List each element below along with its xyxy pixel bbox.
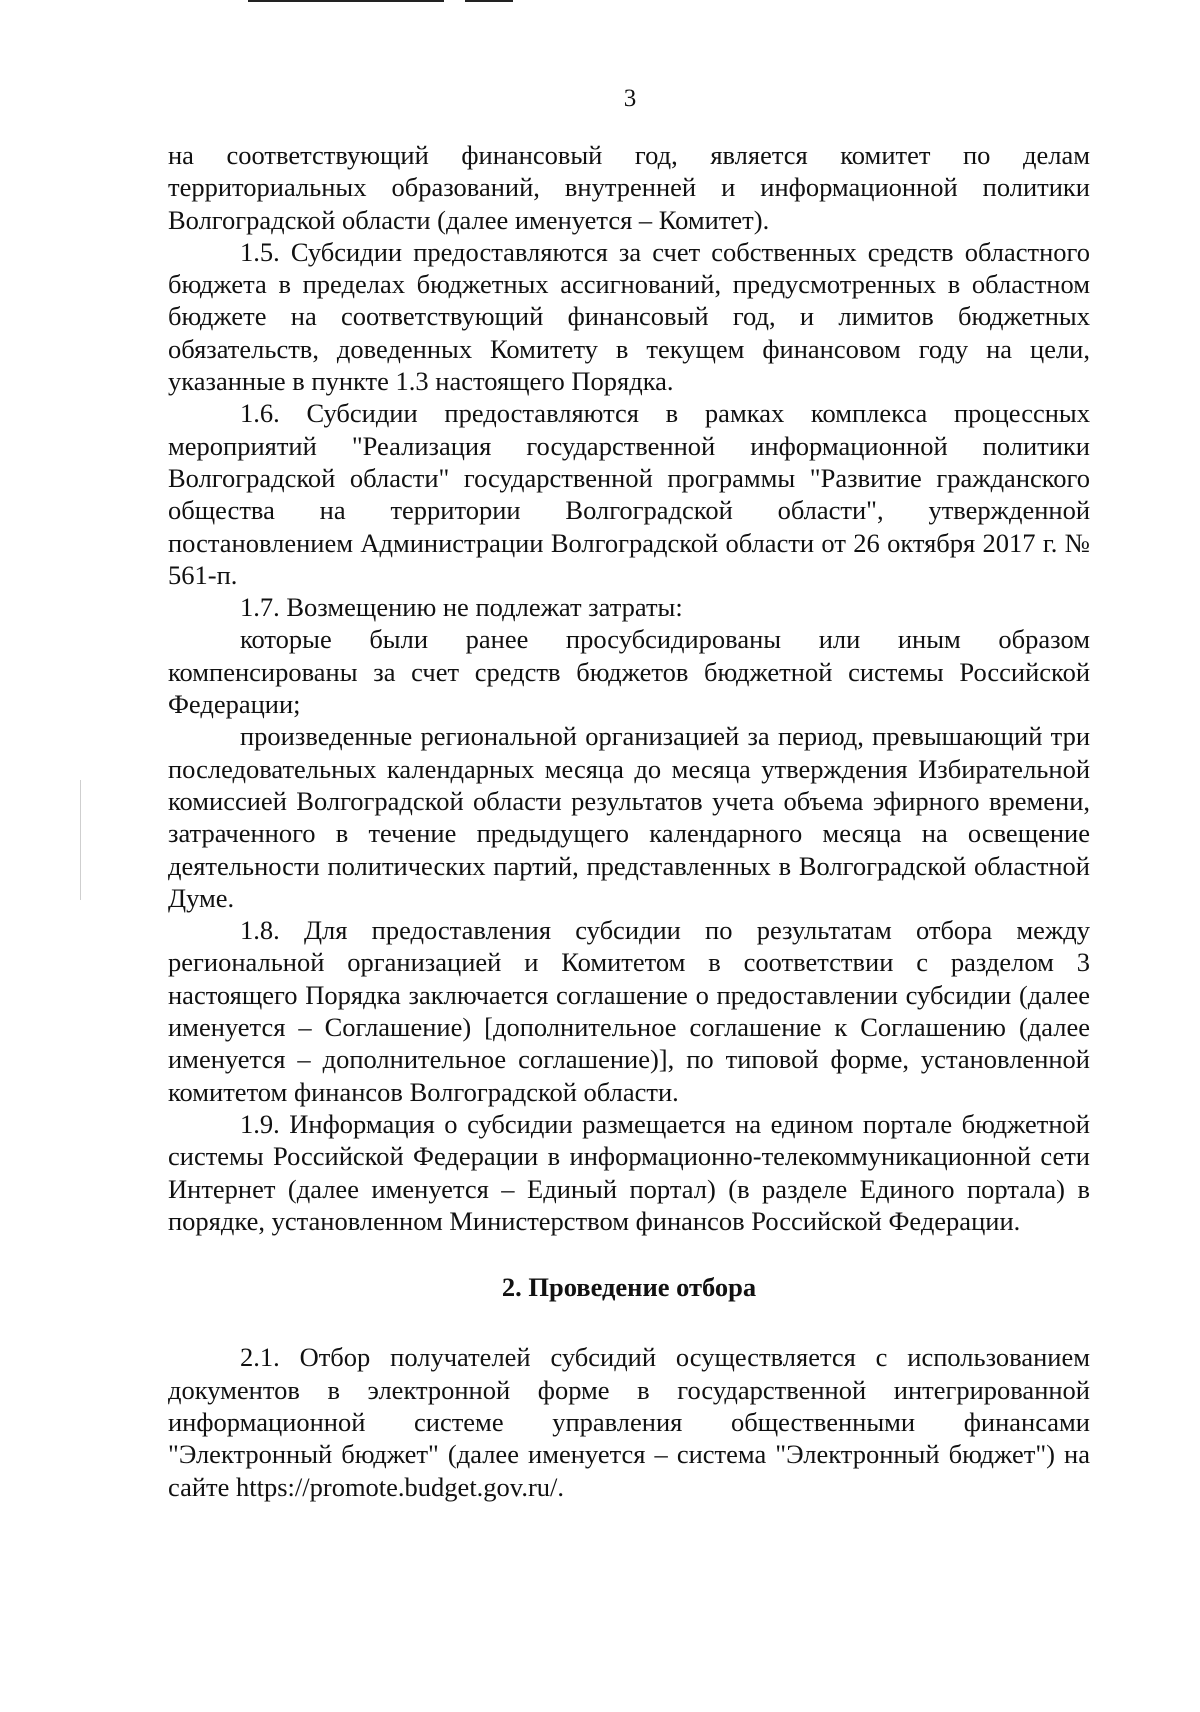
- page-number: 3: [623, 85, 637, 112]
- scan-edge-mark: [80, 780, 81, 900]
- paragraph-1-9: 1.9. Информация о субсидии размещается на едином портале бюджетной системы Российской Федерации в информационно-телекоммуникационной сети Интернет (далее именуется – Единый портал) (в разделе Единого портала) в порядке, установленном Министерством финансов Российской Федерации.: [168, 1108, 1090, 1236]
- scan-artifact-line: [465, 0, 513, 2]
- paragraph-1-5: 1.5. Субсидии предоставляются за счет собственных средств областного бюджета в пределах бюджетных ассигнований, предусмотренных в областном бюджете на соответствующий финансовый год, и лимитов бюджетных обязательств, доведенных Комитету в текущем финансовом году на цели, указанные в пункте 1.3 настоящего Порядка.: [168, 236, 1090, 397]
- paragraph-2-1: 2.1. Отбор получателей субсидий осуществляется с использованием документов в электронной форме в государственной интегрированной информационной системе управления общественными финансами "Электронный бюджет" (далее именуется – система "Электронный бюджет") на сайте https://promote.budget.gov.ru/.: [168, 1342, 1090, 1502]
- paragraph-1-7-item-2: произведенные региональной организацией за период, превышающий три последовательных календарных месяца до месяца утверждения Избирательной комиссией Волгоградской области результатов учета объема эфирного времени, затраченного в течение предыдущего календарного месяца на освещение деятельности политических партий, представленных в Волгоградской областной Думе.: [168, 721, 1090, 913]
- section-heading: 2. Проведение отбора: [501, 1272, 757, 1303]
- scan-artifact-line: [248, 0, 444, 2]
- paragraph-1-8: 1.8. Для предоставления субсидии по результатам отбора между региональной организацией и Комитетом в соответствии с разделом 3 настоящего Порядка заключается соглашение о предоставлении субсидии (далее именуется – Соглашение) [дополнительное соглашение к Соглашению (далее именуется – дополнительное соглашение)], по типовой форме, установленной комитетом финансов Волгоградской области.: [168, 915, 1090, 1107]
- paragraph-1-7-item-1: которые были ранее просубсидированы или иным образом компенсированы за счет средств бюджетов бюджетной системы Российской Федерации;: [168, 624, 1090, 720]
- document-body: [168, 139, 1090, 1503]
- paragraph-1-7: 1.7. Возмещению не подлежат затраты:: [240, 592, 683, 623]
- paragraph-continuation: на соответствующий финансовый год, является комитет по делам территориальных образований, внутренней и информационной политики Волгоградской области (далее именуется – Комитет).: [168, 140, 1090, 235]
- paragraph-1-6: 1.6. Субсидии предоставляются в рамках комплекса процессных мероприятий "Реализация государственной информационной политики Волгоградской области" государственной программы "Развитие гражданского общества на территории Волгоградской области", утвержденной постановлением Администрации Волгоградской области от 26 октября 2017 г. № 561-п.: [168, 398, 1090, 590]
